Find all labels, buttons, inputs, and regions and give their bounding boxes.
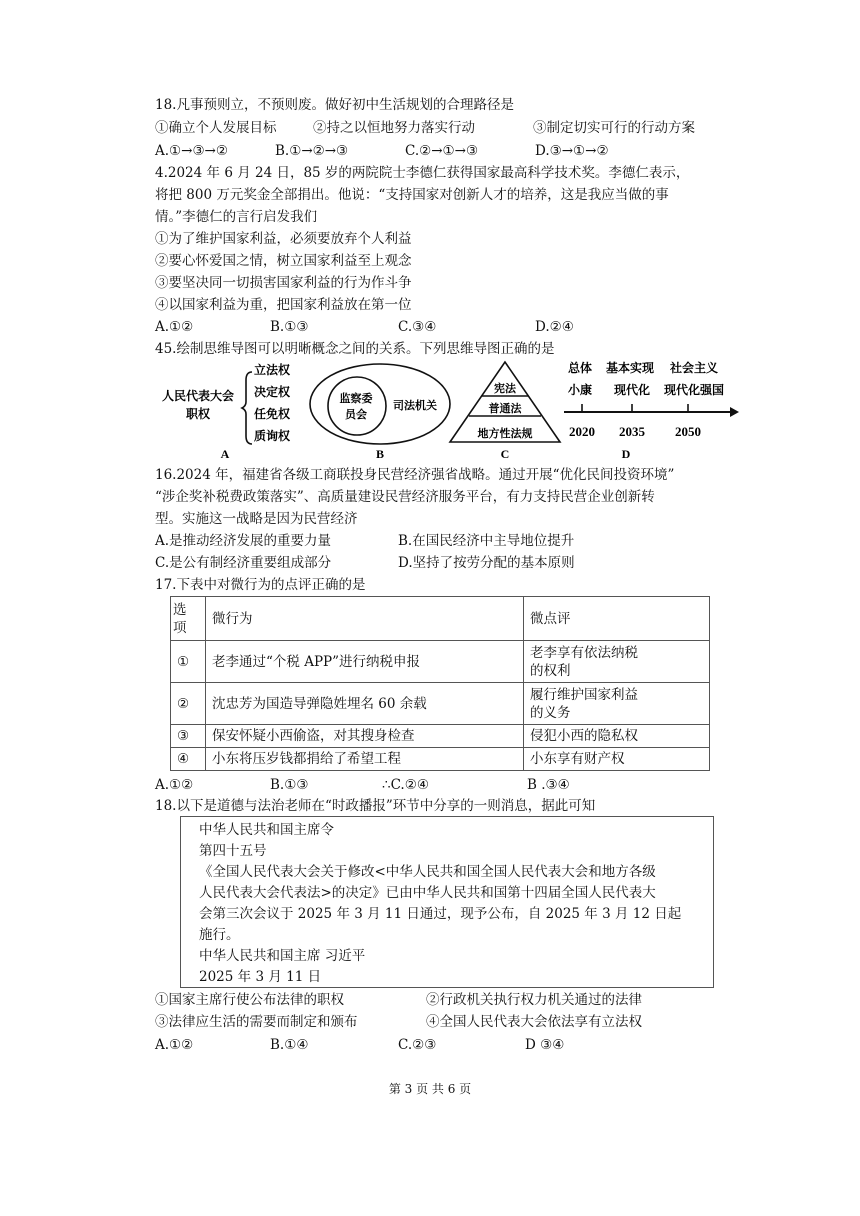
q16-stem-2: “涉企奖补税费政策落实”、高质量建设民营经济服务平台，有力支持民营企业创新转 xyxy=(155,489,655,505)
mind-map-c xyxy=(450,362,560,460)
q16-option-a: A.是推动经济发展的重要力量 xyxy=(155,533,332,549)
row-4-action: 小东将压岁钱都捐给了希望工程 xyxy=(206,748,524,771)
q16-stem-3: 型。实施这一战略是因为民营经济 xyxy=(155,511,358,527)
q18a-option-c: C.②→①→③ xyxy=(405,143,479,159)
header-option-2: 项 xyxy=(173,619,187,636)
table-row xyxy=(171,748,710,771)
row-3-no: ③ xyxy=(171,725,206,748)
q4-option-c: C.③④ xyxy=(398,319,437,335)
q18b-item-3: ③法律应生活的需要而制定和颁布 xyxy=(155,1014,358,1030)
mind-map-d-top-3: 社会主义 xyxy=(670,361,719,375)
q4-stem-3: 情。”李德仁的言行启发我们 xyxy=(155,209,318,225)
mind-map-a-item-3: 任免权 xyxy=(254,407,291,421)
q17-option-b: B.①③ xyxy=(270,777,309,793)
mind-map-d-year-3: 2050 xyxy=(675,424,701,439)
q18a-option-d: D.③→①→② xyxy=(535,143,609,159)
header-option-cell xyxy=(171,597,206,641)
mind-map-d-mid-2: 现代化 xyxy=(614,383,651,397)
q18b-item-1: ①国家主席行使公布法律的职权 xyxy=(155,992,344,1008)
q18b-stem: 18.以下是道德与法治老师在“时政播报”环节中分享的一则消息，据此可知 xyxy=(155,798,596,814)
q18a-item-2: ②持之以恒地努力落实行动 xyxy=(313,120,475,136)
table-header-row xyxy=(171,597,710,641)
q16-option-c: C.是公有制经济重要组成部分 xyxy=(155,555,332,571)
q4-item-2: ②要心怀爱国之情，树立国家利益至上观念 xyxy=(155,253,412,269)
q18b-item-2: ②行政机关执行权力机关通过的法律 xyxy=(426,992,642,1008)
mind-map-b-outer: 司法机关 xyxy=(393,400,437,412)
header-option-1: 选 xyxy=(173,601,187,618)
mind-map-b-letter: B xyxy=(375,447,385,460)
q4-option-b: B.①③ xyxy=(270,319,309,335)
q18a-option-a: A.①→③→② xyxy=(155,143,228,159)
q18a-stem: 18.凡事预则立，不预则废。做好初中生活规划的合理路径是 xyxy=(155,97,514,113)
mind-map-d-arrow-icon xyxy=(730,407,739,417)
q4-option-d: D.②④ xyxy=(535,319,574,335)
row-1-action: 老李通过“个税 APP”进行纳税申报 xyxy=(206,641,524,683)
mind-map-figures xyxy=(150,356,740,460)
table-row xyxy=(171,641,710,683)
q16-option-d: D.坚持了按劳分配的基本原则 xyxy=(398,555,575,571)
row-2-no: ② xyxy=(171,683,206,725)
mind-map-c-level-3: 地方性法规 xyxy=(477,428,533,440)
q45-stem: 45.绘制思维导图可以明晰概念之间的关系。下列思维导图正确的是 xyxy=(155,341,555,357)
mind-map-c-level-2: 普通法 xyxy=(488,403,522,415)
decree-body-1: 《全国人民代表大会关于修改<中华人民共和国全国人民代表大会和地方各级 xyxy=(199,864,656,880)
mind-map-d-letter: D xyxy=(621,447,631,460)
mind-map-a-item-2: 决定权 xyxy=(254,385,291,399)
row-1-comment-1: 老李享有依法纳税 xyxy=(530,644,638,661)
decree-signature: 中华人民共和国主席 习近平 xyxy=(199,948,366,964)
row-2-comment-2: 的义务 xyxy=(530,704,571,721)
mind-map-a-title-1: 人民代表大会 xyxy=(161,389,235,403)
mind-map-d xyxy=(564,360,739,460)
page-footer: 第 3 页 共 6 页 xyxy=(388,1082,472,1096)
table-row xyxy=(171,683,710,725)
q18a-item-3: ③制定切实可行的行动方案 xyxy=(533,120,695,136)
q17-table xyxy=(170,596,710,771)
decree-title: 中华人民共和国主席令 xyxy=(199,822,334,838)
q18a-item-1: ①确立个人发展目标 xyxy=(155,120,277,136)
row-1-comment-2: 的权利 xyxy=(530,662,571,679)
q18a-option-b: B.①→②→③ xyxy=(275,143,349,159)
mind-map-d-top-2: 基本实现 xyxy=(606,361,655,375)
mind-map-a-brace xyxy=(242,372,252,444)
q16-option-b: B.在国民经济中主导地位提升 xyxy=(398,533,575,549)
decree-number: 第四十五号 xyxy=(199,843,267,859)
q4-stem-2: 将把 800 万元奖金全部捐出。他说：“支持国家对创新人才的培养，这是我应当做的事 xyxy=(155,187,669,203)
q17-option-d: B .③④ xyxy=(527,777,570,793)
row-1-no: ① xyxy=(171,641,206,683)
header-action: 微行为 xyxy=(206,597,524,641)
q18b-item-4: ④全国人民代表大会依法享有立法权 xyxy=(426,1014,642,1030)
decree-body-2: 人民代表大会代表法>的决定》已由中华人民共和国第十四届全国人民代表大 xyxy=(199,885,656,901)
q18b-option-d: D ③④ xyxy=(525,1037,565,1053)
row-3-action: 保安怀疑小西偷盗，对其搜身检查 xyxy=(206,725,524,748)
q18b-option-a: A.①② xyxy=(155,1037,194,1053)
mind-map-b-inner-circle xyxy=(328,377,386,435)
mind-map-b-inner-2: 员会 xyxy=(345,409,367,421)
decree-box xyxy=(180,816,714,988)
row-3-comment: 侵犯小西的隐私权 xyxy=(524,725,710,748)
decree-body-3: 会第三次会议于 2025 年 3 月 11 日通过，现予公布，自 2025 年 3 月 12 日起 xyxy=(199,906,682,922)
mind-map-a-item-4: 质询权 xyxy=(254,429,291,443)
mind-map-d-year-1: 2020 xyxy=(569,424,595,439)
mind-map-d-mid-1: 小康 xyxy=(568,383,593,397)
mind-map-a-item-1: 立法权 xyxy=(254,363,291,377)
row-4-no: ④ xyxy=(171,748,206,771)
table-row xyxy=(171,725,710,748)
row-2-action: 沈忠芳为国造导弹隐姓埋名 60 余载 xyxy=(206,683,524,725)
mind-map-d-top-1: 总体 xyxy=(568,361,593,375)
q4-item-1: ①为了维护国家利益，必须要放弃个人利益 xyxy=(155,231,412,247)
row-4-comment: 小东享有财产权 xyxy=(524,748,710,771)
row-2-comment xyxy=(524,683,710,725)
mind-map-c-letter: C xyxy=(500,447,510,460)
mind-map-b xyxy=(310,364,450,460)
q4-option-a: A.①② xyxy=(155,319,194,335)
q18b-option-b: B.①④ xyxy=(270,1037,309,1053)
decree-date: 2025 年 3 月 11 日 xyxy=(199,969,322,985)
mind-map-b-inner-1: 监察委 xyxy=(339,393,373,405)
mind-map-d-year-2: 2035 xyxy=(619,424,645,439)
q16-stem-1: 16.2024 年，福建省各级工商联投身民营经济强省战略。通过开展“优化民间投资环境” xyxy=(155,467,675,483)
mind-map-d-mid-3: 现代化强国 xyxy=(664,383,725,397)
q17-option-c: ∴C.②④ xyxy=(382,777,429,793)
q17-option-a: A.①② xyxy=(155,777,194,793)
mind-map-a-title-2: 职权 xyxy=(185,407,211,421)
mind-map-a xyxy=(162,362,291,460)
row-1-comment xyxy=(524,641,710,683)
q18b-option-c: C.②③ xyxy=(398,1037,437,1053)
q4-item-4: ④以国家利益为重，把国家利益放在第一位 xyxy=(155,297,412,313)
decree-body-4: 施行。 xyxy=(199,927,240,943)
header-comment: 微点评 xyxy=(524,597,710,641)
q4-stem-1: 4.2024 年 6 月 24 日，85 岁的两院院士李德仁获得国家最高科学技术奖。李德仁表示， xyxy=(155,165,690,181)
mind-map-c-level-1: 宪法 xyxy=(494,383,516,395)
q4-item-3: ③要坚决同一切损害国家利益的行为作斗争 xyxy=(155,275,412,291)
row-2-comment-1: 履行维护国家利益 xyxy=(530,686,638,703)
q17-stem: 17.下表中对微行为的点评正确的是 xyxy=(155,577,366,593)
mind-map-a-letter: A xyxy=(220,447,230,460)
